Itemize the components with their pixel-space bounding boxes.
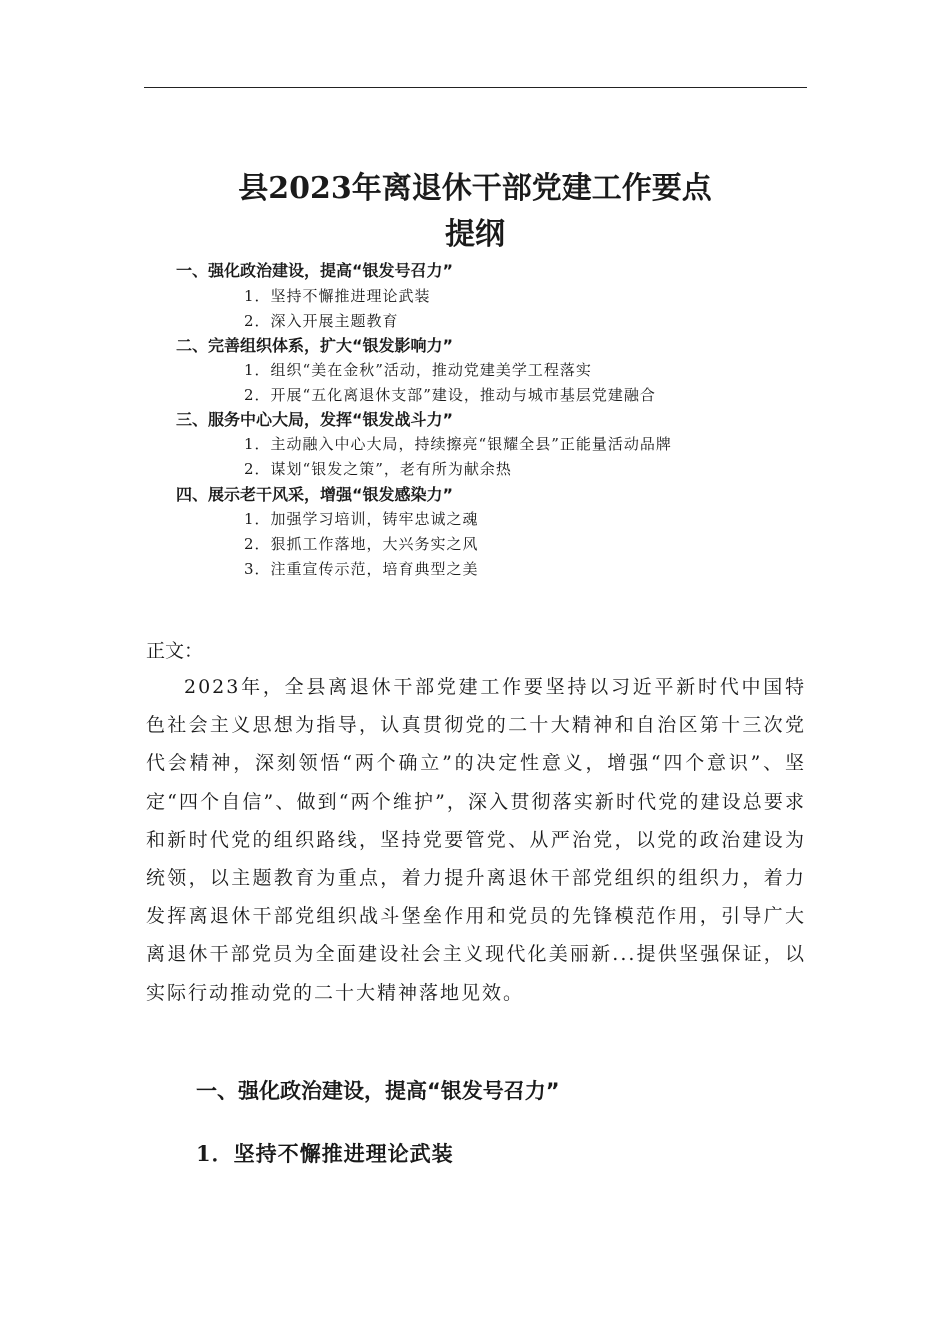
document-subtitle: 提纲 xyxy=(445,217,505,252)
outline-item: 1．主动融入中心大局，持续擦亮“银耀全县”正能量活动品牌 xyxy=(244,435,672,453)
subsection-heading: 1．坚持不懈推进理论武装 xyxy=(196,1141,454,1166)
outline-item: 2．开展“五化离退休支部”建设，推动与城市基层党建融合 xyxy=(244,386,656,404)
outline-item: 3．注重宣传示范，培育典型之美 xyxy=(244,560,479,578)
body-paragraph: 2023年，全县离退休干部党建工作要坚持以习近平新时代中国特色社会主义思想为指导，认真贯彻党的二十大精神和自治区第十三次党代会精神，深刻领悟“两个确立”的决定性意义，增强“四个意识”、坚定“四个自信”、做到“两个维护”，深入贯彻落实新时代党的建设总要求和新时代党的组织路线，坚持党要管党、从严治党，以党的政治建设为统领，以主题教育为重点，着力提升离退休干部党组织的组织力，着力发挥离退休干部党组织战斗堡垒作用和党员的先锋模范作用，引导广大离退休干部党员为全面建设社会主义现代化美丽新...提供坚强保证，以实际行动推动党的二十大精神落地见效。 xyxy=(146,676,806,1004)
outline-heading-4: 四、展示老干风采，增强“银发感染力” xyxy=(176,485,454,504)
outline-heading-1: 一、强化政治建设，提高“银发号召力” xyxy=(176,261,454,280)
outline-item: 2．谋划“银发之策”，老有所为献余热 xyxy=(244,460,512,478)
body-label: 正文： xyxy=(146,640,204,662)
outline-item: 2．狠抓工作落地，大兴务实之风 xyxy=(244,535,479,553)
outline-heading-2: 二、完善组织体系，扩大“银发影响力” xyxy=(176,336,454,355)
outline-heading-3: 三、服务中心大局，发挥“银发战斗力” xyxy=(176,410,454,429)
outline-item: 1．加强学习培训，铸牢忠诚之魂 xyxy=(244,510,479,528)
outline-item: 2．深入开展主题教育 xyxy=(244,312,399,330)
document-title: 县2023年离退休干部党建工作要点 xyxy=(238,171,712,206)
outline-item: 1．组织“美在金秋”活动，推动党建美学工程落实 xyxy=(244,361,592,379)
section-heading: 一、强化政治建设，提高“银发号召力” xyxy=(196,1079,560,1103)
outline-item: 1．坚持不懈推进理论武装 xyxy=(244,287,431,305)
header-rule xyxy=(144,87,807,88)
